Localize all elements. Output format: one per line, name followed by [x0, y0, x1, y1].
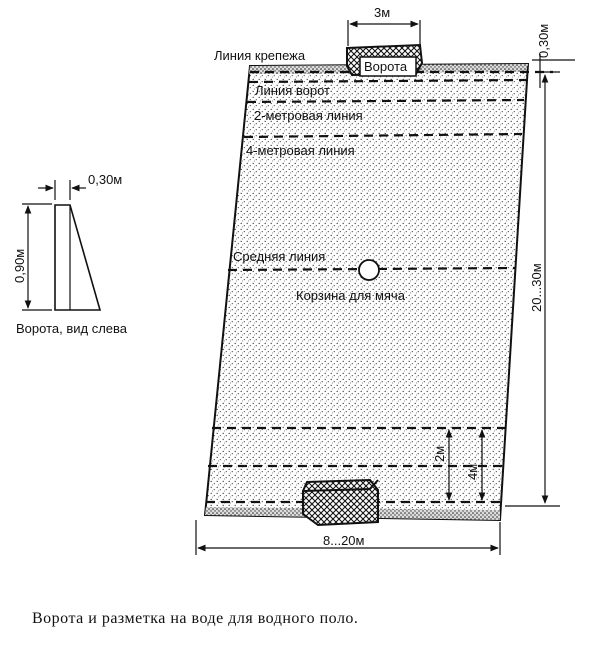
middle-line-label: Средняя линия	[233, 249, 326, 264]
goal-offset-dimension	[532, 24, 575, 88]
two-meter-line-label: 2-метровая линия	[254, 108, 363, 123]
goal-top	[347, 45, 422, 76]
goal-line-label: Линия ворот	[255, 83, 331, 98]
side-view-label: Ворота, вид слева	[16, 321, 128, 336]
ball-basket-label: Корзина для мяча	[296, 288, 405, 303]
goal-bottom	[303, 480, 378, 525]
goal-width-label: 3м	[374, 5, 391, 20]
goal-offset-label: 0,30м	[536, 23, 551, 58]
side-height-label: 0,90м	[12, 248, 27, 283]
mounting-line-label: Линия крепежа	[214, 48, 306, 63]
field-width-label: 8...20м	[323, 533, 365, 548]
goal-width-dimension	[348, 5, 420, 46]
ball-basket	[359, 260, 379, 280]
side-depth-label: 0,30м	[88, 172, 123, 187]
four-m-label: 4м	[465, 463, 480, 480]
two-m-label: 2м	[432, 445, 447, 462]
field-width-dimension	[196, 520, 500, 555]
goal-label: Ворота	[364, 59, 408, 74]
field-length-label: 20...30м	[529, 263, 544, 312]
figure-caption: Ворота и разметка на воде для водного поло.	[32, 610, 359, 627]
four-meter-line-label: 4-метровая линия	[246, 143, 355, 158]
goal-side-view	[12, 172, 128, 336]
